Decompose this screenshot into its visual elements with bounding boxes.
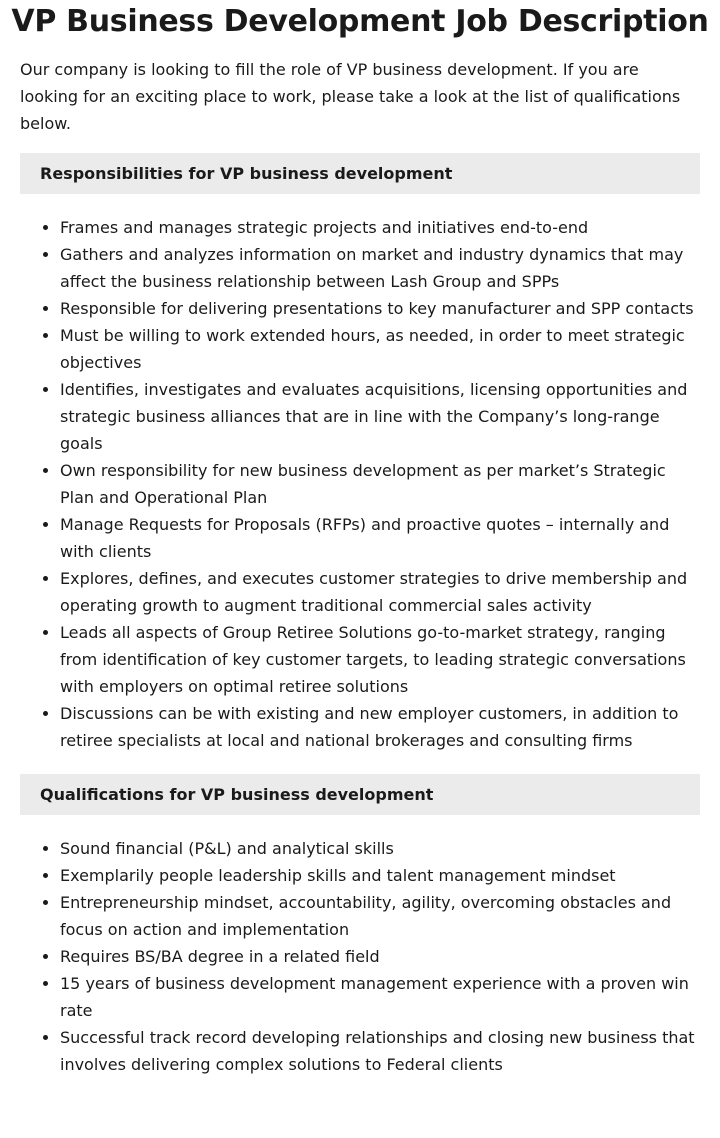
qualifications-heading: Qualifications for VP business development [20, 774, 700, 815]
responsibilities-list [20, 214, 700, 754]
list-item: • Leads all aspects of Group Retiree Solutions go-to-market strategy, ranging from identification of key customer targets, to leading strategic conversations with employers on optimal retiree solutions [60, 619, 700, 700]
list-item: • Discussions can be with existing and new employer customers, in addition to retiree specialists at local and national brokerages and consulting firms [60, 700, 700, 754]
list-item: • Gathers and analyzes information on market and industry dynamics that may affect the business relationship between Lash Group and SPPs [60, 241, 700, 295]
list-item: • Successful track record developing relationships and closing new business that involves delivering complex solutions to Federal clients [60, 1024, 700, 1078]
list-item: • Manage Requests for Proposals (RFPs) and proactive quotes – internally and with clients [60, 511, 700, 565]
list-item: • Own responsibility for new business development as per market’s Strategic Plan and Operational Plan [60, 457, 700, 511]
list-item: • Entrepreneurship mindset, accountability, agility, overcoming obstacles and focus on action and implementation [60, 889, 700, 943]
list-item: • Must be willing to work extended hours, as needed, in order to meet strategic objectives [60, 322, 700, 376]
list-item: • Sound financial (P&L) and analytical skills [60, 835, 700, 862]
list-item: • 15 years of business development management experience with a proven win rate [60, 970, 700, 1024]
list-item: • Responsible for delivering presentations to key manufacturer and SPP contacts [60, 295, 700, 322]
qualifications-list [20, 835, 700, 1078]
list-item: • Frames and manages strategic projects and initiatives end-to-end [60, 214, 700, 241]
list-item: • Explores, defines, and executes customer strategies to drive membership and operating growth to augment traditional commercial sales activity [60, 565, 700, 619]
intro-paragraph: Our company is looking to fill the role of VP business development. If you are looking for an exciting place to work, please take a look at the list of qualifications below. [20, 60, 681, 133]
page-title: VP Business Development Job Description [11, 4, 709, 39]
list-item: • Requires BS/BA degree in a related field [60, 943, 700, 970]
responsibilities-heading: Responsibilities for VP business development [20, 153, 700, 194]
list-item: • Identifies, investigates and evaluates acquisitions, licensing opportunities and strategic business alliances that are in line with the Company’s long-range goals [60, 376, 700, 457]
list-item: • Exemplarily people leadership skills and talent management mindset [60, 862, 700, 889]
